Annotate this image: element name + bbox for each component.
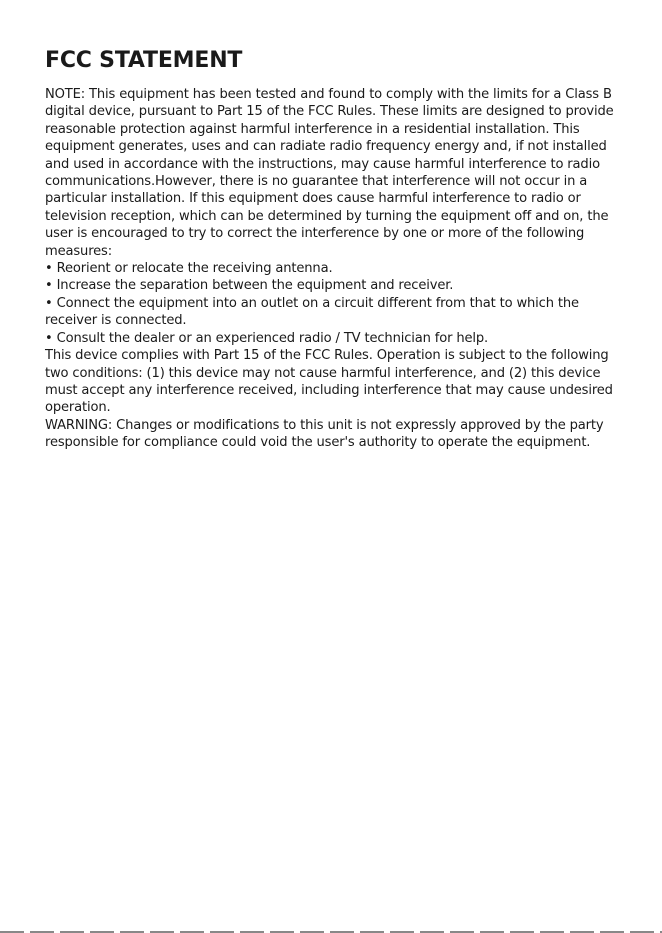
bullet-increase-separation: • Increase the separation between the equipment and receiver. <box>45 277 620 294</box>
note-paragraph: NOTE: This equipment has been tested and found to comply with the limits for a Class B digital device, pursuant to Part 15 of the FCC Rules. These limits are designed to provide reasonable protection against harmful interference in a residential installation. This equipment generates, uses and can radiate radio frequency energy and, if not installed and used in accordance with the instructions, may cause harmful interference to radio communications.However, there is no guarantee that interference will not occur in a particular installation. If this equipment does cause harmful interference to radio or television reception, which can be determined by turning the equipment off and on, the user is encouraged to try to correct the interference by one or more of the following measures: <box>45 87 614 259</box>
statement-body <box>45 86 620 452</box>
fcc-statement-page <box>45 47 620 452</box>
compliance-paragraph: This device complies with Part 15 of the FCC Rules. Operation is subject to the following two conditions: (1) this device may not cause harmful interference, and (2) this device must accept any interference received, including interference that may cause undesired operation. <box>45 348 613 416</box>
warning-paragraph: WARNING: Changes or modifications to this unit is not expressly approved by the party responsible for compliance could void the user's authority to operate the equipment. <box>45 417 604 451</box>
bullet-consult-dealer: • Consult the dealer or an experienced radio / TV technician for help. <box>45 330 620 347</box>
bullet-different-outlet: • Connect the equipment into an outlet on a circuit different from that to which the receiver is connected. <box>45 295 620 330</box>
page-title: FCC STATEMENT <box>45 48 243 73</box>
bullet-reorient-antenna: • Reorient or relocate the receiving antenna. <box>45 260 620 277</box>
